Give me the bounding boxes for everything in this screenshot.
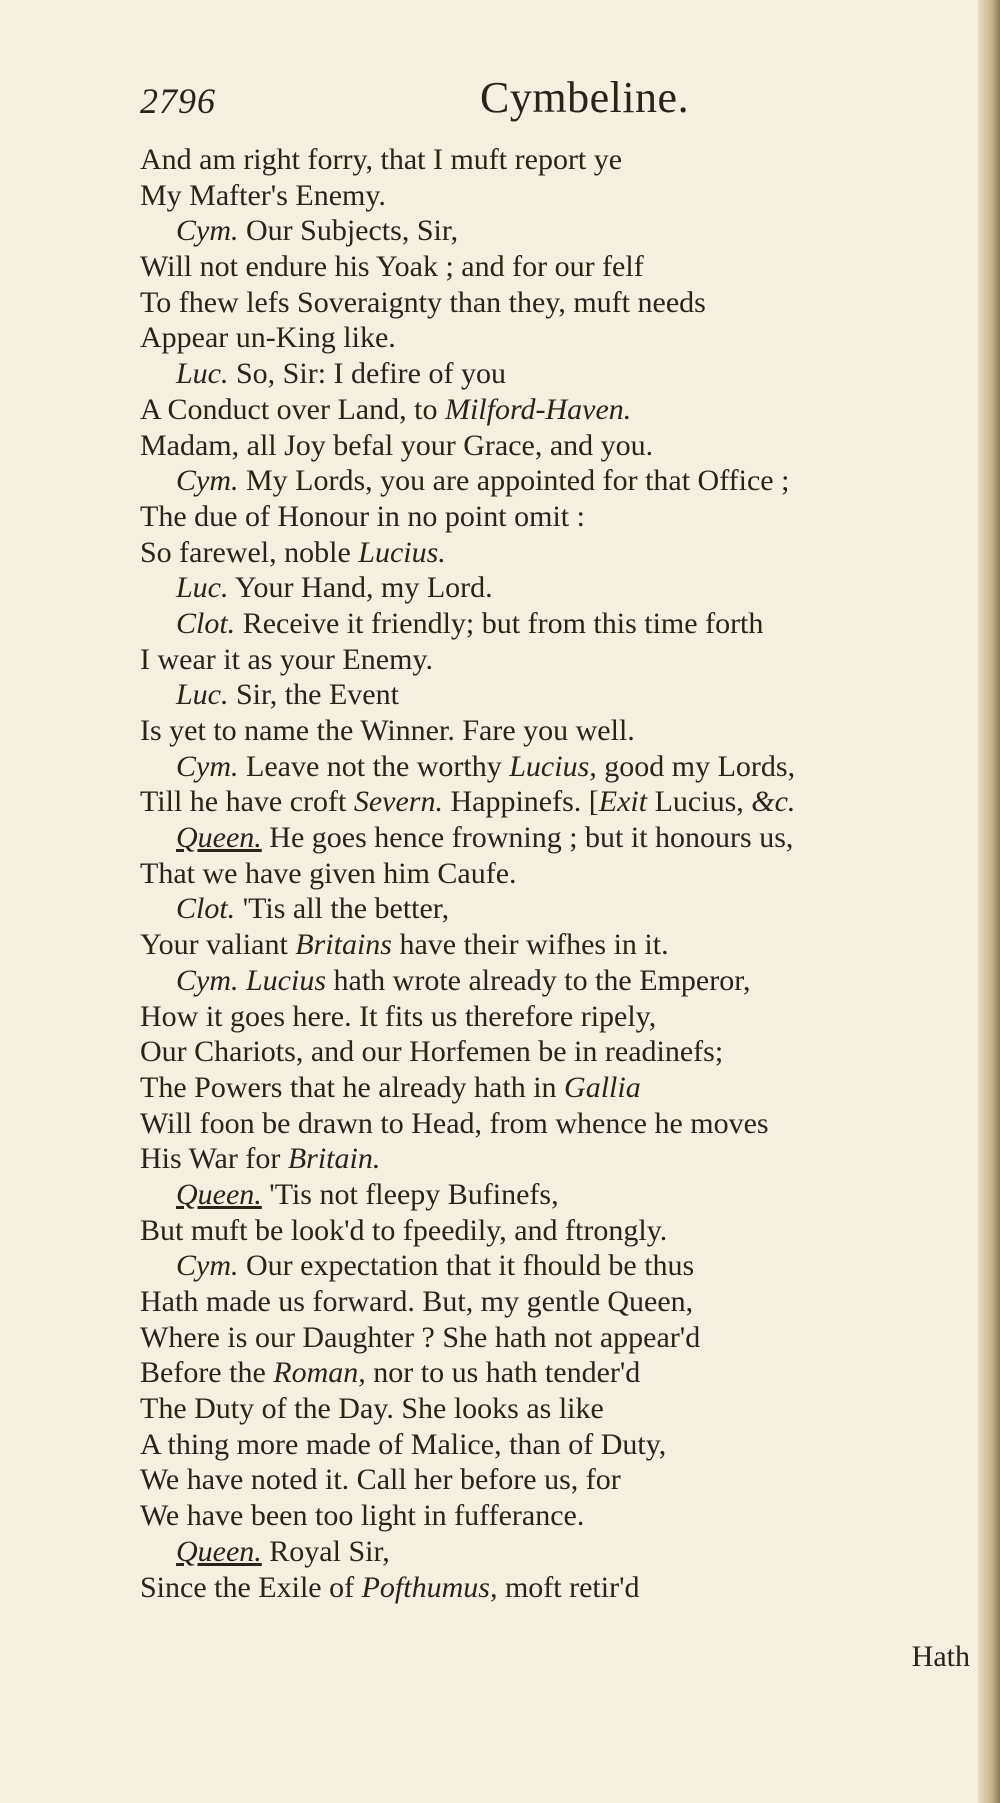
line-text: My Mafter's Enemy.: [140, 178, 386, 212]
line-text: We have been too light in fufferance.: [140, 1499, 585, 1533]
line-text: [239, 964, 247, 997]
speaker-name: Clot.: [176, 606, 236, 640]
line-text: A Conduct over Land, to: [140, 392, 445, 426]
text-line: [140, 1320, 980, 1356]
text-line: [140, 213, 980, 249]
line-text: Our expectation that it fhould be thus: [238, 1249, 695, 1283]
speaker-name: Clot.: [176, 892, 236, 926]
line-text: Milford-Haven.: [444, 392, 632, 426]
line-text: Our Chariots, and our Horfemen be in readinefs;: [140, 1035, 724, 1069]
line-text: Will not endure his Yoak ; and for our felf: [140, 250, 644, 284]
line-text: Lucius,: [509, 749, 597, 783]
text-line: [140, 1355, 980, 1391]
line-text: Britain.: [287, 1142, 381, 1176]
line-text: Roman,: [273, 1356, 366, 1390]
speaker-name: Queen.: [176, 1177, 262, 1211]
line-text: Appear un-King like.: [140, 321, 396, 355]
speaker-name: Queen.: [176, 1534, 262, 1568]
line-text: Our Subjects, Sir,: [238, 214, 459, 248]
line-text: But muft be look'd to fpeedily, and ftrongly.: [140, 1213, 668, 1247]
line-text: The due of Honour in no point omit :: [140, 499, 585, 533]
line-text: Severn.: [353, 785, 443, 819]
line-text: So farewel, noble: [140, 535, 359, 569]
line-text: How it goes here. It fits us therefore ripely,: [140, 999, 657, 1033]
line-text: So, Sir: I defire of you: [228, 357, 506, 391]
text-line: [140, 856, 980, 892]
text-line: [140, 784, 980, 820]
text-line: [140, 570, 980, 606]
line-text: Since the Exile of: [140, 1570, 362, 1604]
text-line: [140, 749, 980, 785]
running-title: Cymbeline.: [480, 73, 690, 122]
text-line: [140, 927, 980, 963]
line-text: My Lords, you are appointed for that Office ;: [238, 464, 790, 498]
line-text: moft retir'd: [497, 1570, 640, 1604]
line-text: good my Lords,: [596, 749, 796, 783]
line-text: Lucius.: [358, 535, 446, 569]
text-line: [140, 178, 980, 214]
text-line: [140, 463, 980, 499]
text-line: [140, 1534, 980, 1570]
line-text: Where is our Daughter ? She hath not appear'd: [140, 1320, 701, 1354]
text-line: [140, 713, 980, 749]
line-text: That we have given him Caufe.: [140, 856, 517, 890]
line-text: Pofthumus,: [361, 1570, 498, 1604]
line-text: 'Tis not fleepy Bufinefs,: [261, 1177, 559, 1211]
line-text: nor to us hath tender'd: [365, 1356, 641, 1390]
text-line: [140, 499, 980, 535]
text-line: [140, 1177, 980, 1213]
play-text: [140, 142, 980, 1605]
text-line: [140, 1427, 980, 1463]
line-text: Your valiant: [140, 928, 296, 962]
text-line: [140, 1106, 980, 1142]
page-header: [140, 72, 960, 132]
line-text: A thing more made of Malice, than of Duty,: [140, 1427, 667, 1461]
line-text: His War for: [140, 1142, 288, 1176]
line-text: Hath made us forward. But, my gentle Queen,: [140, 1285, 694, 1318]
line-text: Receive it friendly; but from this time forth: [235, 606, 764, 640]
line-text: &c.: [751, 785, 796, 819]
text-line: [140, 963, 980, 999]
speaker-name: Cym.: [176, 1249, 239, 1283]
page-number: 2796: [140, 81, 216, 121]
line-text: I wear it as your Enemy.: [140, 642, 433, 676]
line-text: Lucius: [246, 963, 327, 997]
text-line: [140, 891, 980, 927]
line-text: Royal Sir,: [261, 1534, 390, 1568]
text-line: [140, 1248, 980, 1284]
text-line: [140, 606, 980, 642]
text-line: [140, 820, 980, 856]
text-line: [140, 392, 980, 428]
text-line: [140, 285, 980, 321]
line-text: And am right forry, that I muft report ye: [140, 143, 623, 176]
text-line: [140, 1284, 980, 1320]
line-text: have their wifhes in it.: [391, 928, 669, 962]
speaker-name: Luc.: [176, 678, 229, 712]
line-text: Before the: [140, 1356, 274, 1390]
text-line: [140, 428, 980, 464]
line-text: Will foon be drawn to Head, from whence he moves: [140, 1106, 769, 1140]
line-text: We have noted it. Call her before us, for: [140, 1463, 621, 1497]
text-line: [140, 642, 980, 678]
line-text: Gallia: [564, 1070, 641, 1104]
line-text: Happinefs. [: [442, 785, 599, 819]
line-text: The Powers that he already hath in: [140, 1070, 565, 1104]
text-line: [140, 999, 980, 1035]
line-text: The Duty of the Day. She looks as like: [140, 1392, 604, 1426]
line-text: To fhew lefs Soveraignty than they, muft needs: [140, 285, 706, 319]
speaker-name: Cym.: [176, 464, 239, 498]
text-line: [140, 1462, 980, 1498]
speaker-name: Luc.: [176, 571, 229, 605]
text-line: [140, 1034, 980, 1070]
line-text: Till he have croft: [140, 785, 354, 819]
line-text: Madam, all Joy befal your Grace, and you.: [140, 428, 654, 462]
line-text: Lucius,: [647, 785, 752, 819]
line-text: Britains: [295, 928, 392, 962]
text-line: [140, 677, 980, 713]
line-text: Leave not the worthy: [238, 749, 510, 783]
text-line: [140, 142, 980, 178]
text-line: [140, 1141, 980, 1177]
speaker-name: Cym.: [176, 214, 239, 248]
speaker-name: Cym.: [176, 749, 239, 783]
line-text: Sir, the Event: [228, 678, 399, 712]
line-text: hath wrote already to the Emperor,: [326, 963, 751, 997]
text-line: [140, 1070, 980, 1106]
speaker-name: Cym.: [176, 963, 239, 997]
speaker-name: Queen.: [176, 821, 262, 855]
text-line: [140, 356, 980, 392]
line-text: 'Tis all the better,: [235, 892, 450, 926]
text-line: [140, 1570, 980, 1606]
line-text: Is yet to name the Winner. Fare you well.: [140, 714, 635, 747]
line-text: Exit: [598, 785, 648, 819]
line-text: Your Hand, my Lord.: [228, 571, 493, 605]
text-line: [140, 1213, 980, 1249]
text-line: [140, 320, 980, 356]
text-line: [140, 1498, 980, 1534]
text-line: [140, 1391, 980, 1427]
text-line: [140, 535, 980, 571]
catchword: Hath: [911, 1640, 970, 1673]
speaker-name: Luc.: [176, 357, 229, 391]
line-text: He goes hence frowning ; but it honours us,: [261, 821, 794, 855]
text-line: [140, 249, 980, 285]
page-edge-shadow: [978, 0, 1000, 1803]
